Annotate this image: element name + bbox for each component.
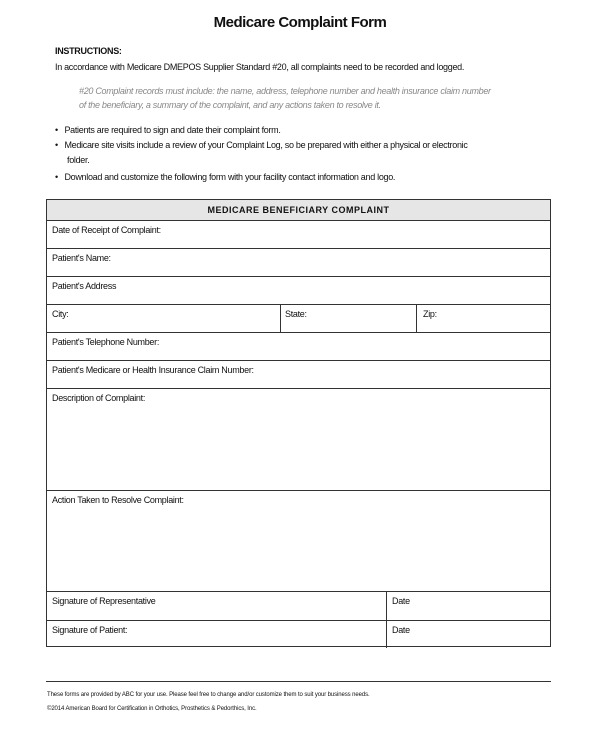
instructions-intro: In accordance with Medicare DMEPOS Supplier Standard #20, all complaints need to be recorded and logged. xyxy=(55,62,465,72)
bullet-2: • Medicare site visits include a review of your Complaint Log, so be prepared with either a physical or electronic xyxy=(55,140,468,150)
bullet-text: Patients are required to sign and date their complaint form. xyxy=(64,125,281,135)
bullet-2-cont: folder. xyxy=(67,155,90,165)
instructions-heading: INSTRUCTIONS: xyxy=(55,46,122,56)
description-field[interactable] xyxy=(47,388,550,491)
footer-divider xyxy=(46,681,551,682)
patient-address-field[interactable] xyxy=(47,276,550,305)
page-title: Medicare Complaint Form xyxy=(213,14,387,31)
footer-line-1: These forms are provided by ABC for your use. Please feel free to change and/or customize them to suit your business needs. xyxy=(47,692,370,698)
bullet-3: • Download and customize the following form with your facility contact information and logo. xyxy=(55,172,396,182)
patient-address-label: Patient's Address xyxy=(52,281,117,291)
date-receipt-field[interactable] xyxy=(47,220,550,249)
note-line-1: #20 Complaint records must include: the name, address, telephone number and health insurance claim number xyxy=(79,86,491,96)
rep-date-label: Date xyxy=(392,596,410,606)
action-field[interactable] xyxy=(47,490,550,592)
state-label: State: xyxy=(285,309,307,319)
complaint-form-table xyxy=(46,199,551,647)
rep-signature-label: Signature of Representative xyxy=(52,596,156,606)
note-line-2: of the beneficiary, a summary of the complaint, and any actions taken to resolve it. xyxy=(79,100,381,110)
form-header: MEDICARE BENEFICIARY COMPLAINT xyxy=(47,200,550,220)
divider xyxy=(416,305,417,333)
city-state-zip-row xyxy=(47,304,550,333)
action-label: Action Taken to Resolve Complaint: xyxy=(52,495,184,505)
city-label: City: xyxy=(52,309,69,319)
footer-line-2: ©2014 American Board for Certification in Orthotics, Prosthetics & Pedorthics, Inc. xyxy=(47,706,257,712)
bullet-1: • Patients are required to sign and date their complaint form. xyxy=(55,125,281,135)
divider xyxy=(280,305,281,333)
rep-signature-row[interactable] xyxy=(47,591,550,621)
patient-date-label: Date xyxy=(392,625,410,635)
patient-signature-label: Signature of Patient: xyxy=(52,625,128,635)
bullet-text: Download and customize the following form with your facility contact information and logo. xyxy=(64,172,396,182)
patient-signature-row[interactable] xyxy=(47,620,550,648)
zip-label: Zip: xyxy=(423,309,437,319)
bullet-text: Medicare site visits include a review of your Complaint Log, so be prepared with either a physical or electronic xyxy=(64,140,468,150)
claim-number-field[interactable] xyxy=(47,360,550,389)
description-label: Description of Complaint: xyxy=(52,393,146,403)
patient-name-field[interactable] xyxy=(47,248,550,277)
date-receipt-label: Date of Receipt of Complaint: xyxy=(52,225,161,235)
divider xyxy=(386,621,387,648)
divider xyxy=(386,592,387,621)
phone-field[interactable] xyxy=(47,332,550,361)
claim-number-label: Patient's Medicare or Health Insurance Claim Number: xyxy=(52,365,254,375)
phone-label: Patient's Telephone Number: xyxy=(52,337,160,347)
patient-name-label: Patient's Name: xyxy=(52,253,111,263)
